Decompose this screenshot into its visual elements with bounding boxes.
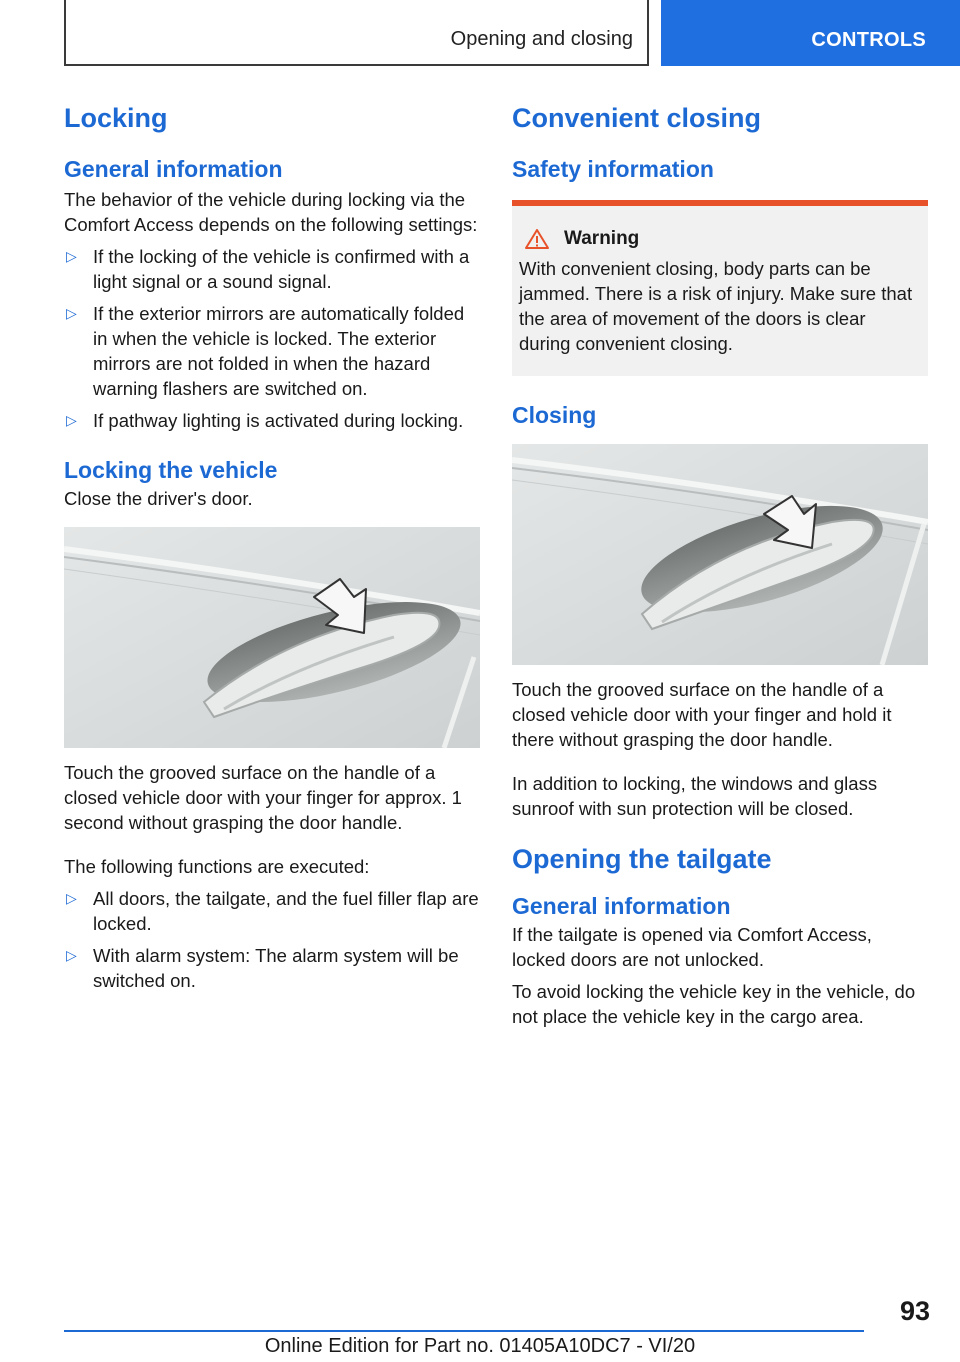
paragraph-tailgate-key: To avoid locking the vehicle key in the vehicle, do not place the vehicle key in the cargo area. [512,981,916,1027]
paragraph-functions: The following functions are executed: [64,856,370,877]
door-handle-illustration-closing [512,444,928,665]
left-column [64,100,480,993]
chapter-title: Opening and closing [450,28,633,50]
list-item: ▷ With alarm system: The alarm system will be switched on. [66,945,459,991]
paragraph-behavior: The behavior of the vehicle during locking via the Comfort Access depends on the following settings: [64,189,478,235]
list-item: ▷ If the exterior mirrors are automatically folded in when the vehicle is locked. The exterior mirrors are not folded in when the hazard warning flashers are switched on. [66,303,465,399]
right-column [512,100,928,1029]
list-item: ▷ All doors, the tailgate, and the fuel filler flap are locked. [66,888,479,934]
header-section-tab[interactable] [661,0,960,66]
triangle-bullet-icon: ▷ [66,947,77,963]
bullet-list-functions [64,886,480,993]
footer-divider [64,1330,864,1332]
heading-closing: Closing [512,402,597,428]
heading-convenient-closing: Convenient closing [512,103,762,133]
paragraph-touch-hold: Touch the grooved surface on the handle of a closed vehicle door with your finger and hold it there without grasping the door handle. [512,679,892,750]
page-number: 93 [899,1296,930,1326]
paragraph-touch-grooved: Touch the grooved surface on the handle of a closed vehicle door with your finger for approx. 1 second without grasping the door handle. [64,762,462,833]
heading-locking: Locking [64,103,168,133]
warning-triangle-icon [524,228,550,250]
triangle-bullet-icon: ▷ [66,412,77,428]
warning-box [512,200,928,376]
heading-safety-information: Safety information [512,156,714,182]
section-label: CONTROLS [811,29,926,51]
header-chapter-box [64,0,649,66]
paragraph-close-door: Close the driver's door. [64,488,253,509]
list-item: ▷ If the locking of the vehicle is confirmed with a light signal or a sound signal. [66,246,470,292]
bullet-list-settings [64,244,480,433]
warning-title: Warning [564,228,640,249]
list-item: ▷ If pathway lighting is activated during locking. [66,410,464,431]
heading-general-information: General information [64,156,283,182]
heading-opening-the-tailgate: Opening the tailgate [512,844,772,874]
warning-text: With convenient closing, body parts can be jammed. There is a risk of injury. Make sure that the area of movement of the doors is clear during convenient closing. [519,258,913,354]
door-handle-illustration [64,527,480,748]
footer-edition: Online Edition for Part no. 01405A10DC7 - VI/20 [264,1335,696,1357]
triangle-bullet-icon: ▷ [66,890,77,906]
warning-header [519,228,921,250]
triangle-bullet-icon: ▷ [66,248,77,264]
triangle-bullet-icon: ▷ [66,305,77,321]
paragraph-tailgate-unlock: If the tailgate is opened via Comfort Access, locked doors are not unlocked. [512,924,872,970]
heading-general-information-tailgate: General information [512,893,731,919]
paragraph-addition: In addition to locking, the windows and glass sunroof with sun protection will be closed. [512,773,878,819]
heading-locking-the-vehicle: Locking the vehicle [64,457,278,483]
